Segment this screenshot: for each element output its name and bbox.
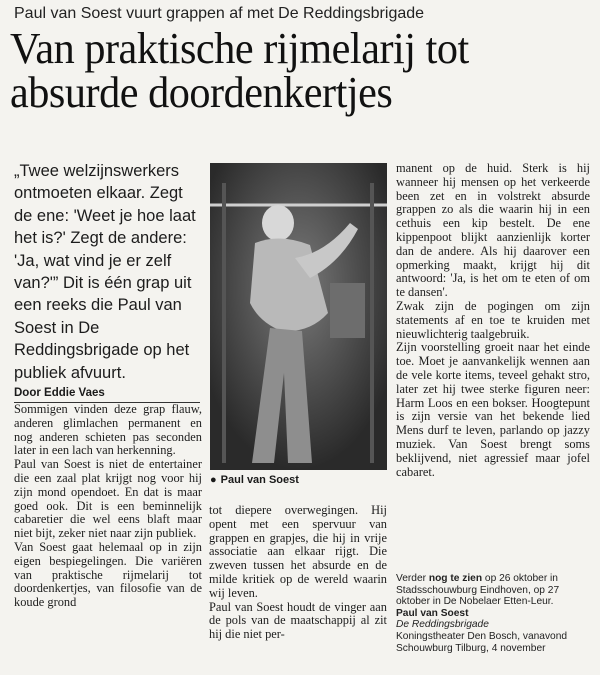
paragraph: Zwak zijn de pogingen om zijn statements af en toe te kruiden met nieuwlichterig taalgebruik. [396,298,590,341]
text-column-1 [14,403,202,610]
paragraph: Paul van Soest houdt de vinger aan de pols van de maatschappij al zit hij die niet per- [209,599,387,642]
performer-photo-graphic [210,163,387,470]
info-prefix: Verder [396,573,427,584]
article-kicker: Paul van Soest vuurt grappen af met De Reddingsbrigade [14,5,425,22]
text-column-2 [209,504,387,642]
bullet-icon: ● [210,474,217,486]
venue-info: Koningstheater Den Bosch, vanavond Schouwburg Tilburg, 4 november [396,630,568,654]
performer-name: Paul van Soest [396,607,469,619]
show-title: De Reddingsbrigade [396,619,489,631]
paragraph: Van Soest gaat helemaal op in zijn eigen bespiegelingen. Die variëren van praktische rijmelarij tot doordenkertjes, van filosofie van de koude grond [14,539,202,610]
paragraph: manent op de huid. Sterk is hij wanneer hij mensen op het verkeerde been zet en in volstrekt absurde grappen zo als die waarin hij in een cethuis een kip bestelt. De ene kippenpoot blijkt aanzienlijk korter dan de andere. Als hij daarover een opmerking maakt, krijgt hij dit antwoord: 'Ja, is het om te eten of om te dansen'. [396,161,590,300]
article-photo [210,163,387,470]
paragraph: Sommigen vinden deze grap flauw, anderen glimlachen permanent en nog anderen schieten pas seconden later in een lach van herkenning. [14,402,202,458]
photo-caption-text: Paul van Soest [220,474,299,486]
photo-caption [210,474,387,487]
info-highlight: nog te zien [428,573,483,584]
paragraph: Paul van Soest is niet de entertainer die een zaal plat krijgt nog voor hij zijn mond opendoet. En dat is maar goed ook. Dit is een beminnelijk cabaretier die wel eens blaft maar niet bijt, zeker niet naar zijn publiek. [14,457,202,541]
article-intro: „Twee welzijnswerkers ontmoeten elkaar. Zegt de ene: 'Weet je hoe laat het is?' Zegt de andere: 'Ja, wat vind je er zelf van?'” Dit is één grap uit een reeks die Paul van Soest in De Reddingsbrigade op het publiek afvuurt. [14,162,196,382]
performance-dates [396,573,592,608]
performance-info-box [396,573,592,654]
text-column-3 [396,162,590,479]
paragraph: Zijn voorstelling groeit naar het einde toe. Moet je aanvankelijk wennen aan de vele korte items, teveel gehakt stro, later zet hij twee sterke figuren neer: Harm Loos en een bokser. Hoogtepunt is zijn versie van het bekende lied Mens durf te leven, parlando op jazzy muziek. Van Soest brengt soms beklijvend, niet agressief maar jofel cabaret. [396,340,590,479]
info-dates-text: op 26 oktober in Stadsschouwburg Eindhoven, op 27 oktober in De Nobelaer Etten-Leur. [396,573,560,608]
article-headline: Van praktische rijmelarij tot absurde doordenkertjes [10,24,469,117]
article-byline: Door Eddie Vaes [14,387,200,403]
paragraph: tot diepere overwegingen. Hij opent met een spervuur van grappen en grapjes, die hij in vrije associatie aan elkaar rijgt. Die zweven tussen het absurde en de milde kritiek op de wereld waarin wij leven. [209,503,387,600]
